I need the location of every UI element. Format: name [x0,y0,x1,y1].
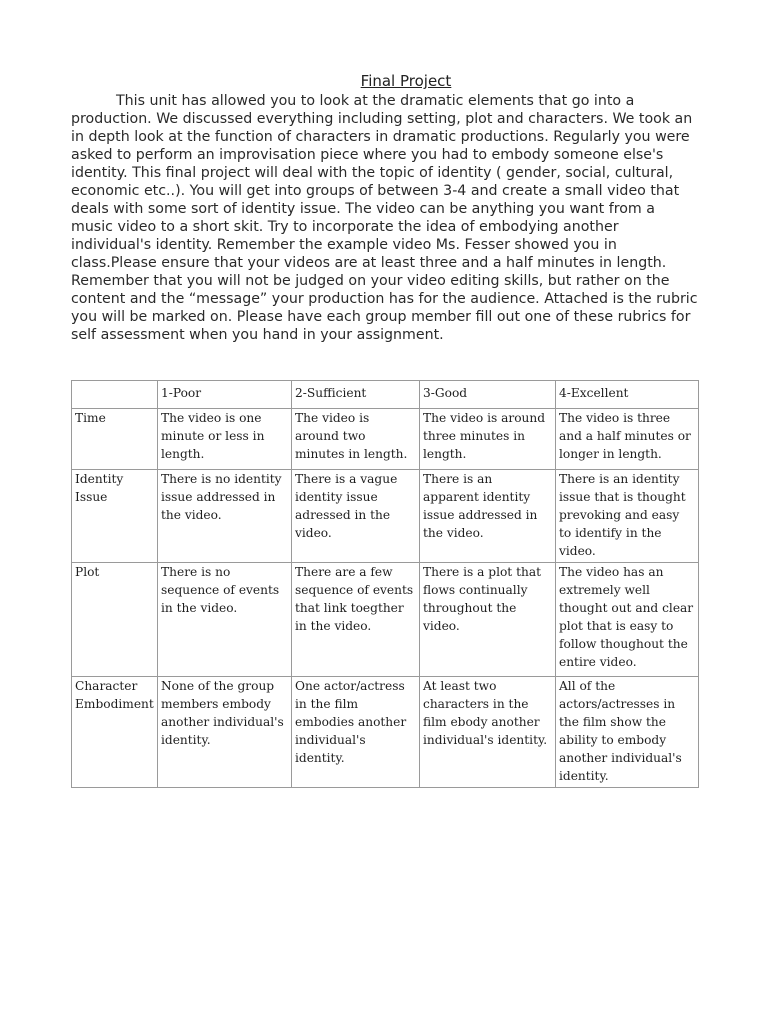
rubric-row-time [72,409,699,470]
rubric-cell: The video is one minute or less in length. [158,409,292,470]
criterion-cell: Plot [72,563,158,677]
header-cell-sufficient: 2-Sufficient [292,381,420,409]
rubric-cell: There is no sequence of events in the video. [158,563,292,677]
rubric-table [71,380,699,788]
rubric-cell: All of the actors/actresses in the film show the ability to embody another individual's identity. [556,677,699,788]
rubric-cell: One actor/actress in the film embodies another individual's identity. [292,677,420,788]
criterion-cell: Identity Issue [72,470,158,563]
header-cell-corner [72,381,158,409]
header-cell-excellent: 4-Excellent [556,381,699,409]
intro-paragraph: This unit has allowed you to look at the dramatic elements that go into a production. We discussed everything including setting, plot and characters. We took an in depth look at the function of characters in dramatic productions. Regularly you were asked to perform an improvisation piece where you had to embody someone else's identity. This final project will deal with the topic of identity ( gender, social, cultural, economic etc..). You will get into groups of between 3-4 and create a small video that deals with some sort of identity issue. The video can be anything you want from a music video to a short skit. Try to incorporate the idea of embodying another individual's identity. Remember the example video Ms. Fesser showed you in class.Please ensure that your videos are at least three and a half minutes in length. Remember that you will not be judged on your video editing skills, but rather on the content and the “message” your production has for the audience. Attached is the rubric you will be marked on. Please have each group member fill out one of these rubrics for self assessment when you hand in your assignment. [71,93,698,343]
rubric-cell: At least two characters in the film ebody another individual's identity. [420,677,556,788]
rubric-cell: There is an apparent identity issue addressed in the video. [420,470,556,563]
rubric-cell: There are a few sequence of events that link toegther in the video. [292,563,420,677]
rubric-row-character-embodiment [72,677,699,788]
rubric-cell: There is no identity issue addressed in the video. [158,470,292,563]
rubric-cell: There is a vague identity issue adressed in the video. [292,470,420,563]
rubric-cell: The video is around three minutes in length. [420,409,556,470]
criterion-cell: Character Embodiment [72,677,158,788]
rubric-cell: The video has an extremely well thought out and clear plot that is easy to follow thoughout the entire video. [556,563,699,677]
rubric-cell: None of the group members embody another individual's identity. [158,677,292,788]
header-cell-poor: 1-Poor [158,381,292,409]
rubric-cell: The video is three and a half minutes or longer in length. [556,409,699,470]
header-cell-good: 3-Good [420,381,556,409]
rubric-cell: There is a plot that flows continually throughout the video. [420,563,556,677]
rubric-cell: There is an identity issue that is thought prevoking and easy to identify in the video. [556,470,699,563]
rubric-row-plot [72,563,699,677]
rubric-header-row [72,381,699,409]
rubric-row-identity-issue [72,470,699,563]
rubric-cell: The video is around two minutes in length. [292,409,420,470]
criterion-cell: Time [72,409,158,470]
page-title: Final Project [360,72,452,90]
